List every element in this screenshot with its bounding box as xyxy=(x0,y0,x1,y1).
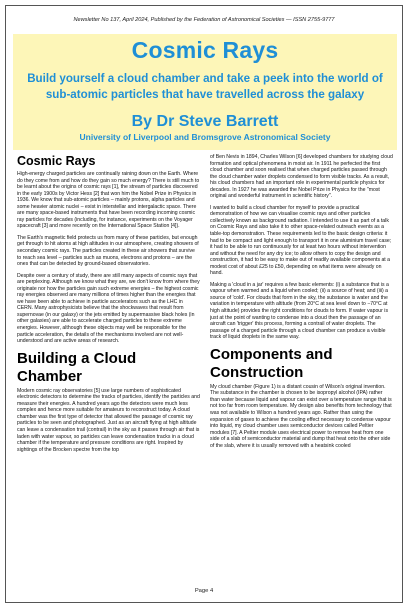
section-heading-building: Building a Cloud Chamber xyxy=(17,349,137,385)
section-heading-components: Components and Construction xyxy=(210,345,333,381)
right-column xyxy=(210,154,393,554)
paragraph: Modern cosmic ray observatories [5] use large numbers of sophisticated electronic detectors to determine the tracks of particles, identify the particles and measure their energies. A hundred years ago the detectors were much less complex and hence more suitable for amateurs to reconstruct today. A cloud chamber was the first type of detector that allowed the passage of cosmic ray particles to be seen and photographed. Just as an aircraft flying at high altitude can leave a condensation trail (contrail) in the sky as it passes through air that is laden with water vapour, so particles can leave condensation tracks in a cloud chamber if the temperature and pressure conditions are right. Inspired by sightings of the Brocken spectre from the top xyxy=(17,387,200,453)
newsletter-header: Newsletter No 137, April 2024, Published by the Federation of Astronomical Societies — ISSN 2755-9777 xyxy=(73,17,335,23)
page-number: Page 4 xyxy=(194,588,214,594)
left-column xyxy=(17,154,200,554)
newsletter-page xyxy=(5,5,403,603)
paragraph: Making a 'cloud in a jar' requires a few basic elements: (i) a substance that is a vapour when warmed and a liquid when cooled; (ii) a source of heat; and (iii) a source of 'cold'. For clouds that form in the sky, the substance is water and the variation in temperature with altitude (from 20°C at sea level down to −70°C at high altitude) provides the right conditions for clouds to form. If water vapour is just at the point of wanting to condense into a cloud then the passage of an aircraft can 'trigger' this process, forming a contrail of water droplets. The passage of a charged particle through a cloud chamber can produce a visible track of liquid droplets in the same way. xyxy=(210,281,389,341)
paragraph: of Ben Nevis in 1894, Charles Wilson [6] developed chambers for studying cloud formation and optical phenomena in moist air. In 1911 he perfected the first cloud chamber and soon realised that when charged particles passed through the cloud chamber water droplets condensed to form visible tracks. As a result, his cloud chambers had an important role in experimental particle physics for decades. In 1927 he was awarded the Nobel Prize in Physics for the "most original and wonderful instrument in scientific history". xyxy=(210,154,393,200)
paragraph: Despite over a century of study, there are still many aspects of cosmic rays that are perplexing. Although we know what they are, we don't know from where they originate nor how the particles gain such extreme energies – the highest cosmic ray energies observed are many millions of times higher than the energies that we have been able to achieve in particle accelerators such as the LHC in CERN. Many astrophysicists believe that the shockwaves that result from supernovae (in our galaxy) or the jets emitted by supermassive black holes (in other galaxies) are able to accelerate charged particles to these extreme energies. However, although these objects may well be responsible for the particle acceleration, the details of the mechanisms involved are not well-understood and are active areas of research. xyxy=(17,272,200,345)
title-banner xyxy=(13,34,397,150)
author-affiliation: University of Liverpool and Bromsgrove Astronomical Society xyxy=(79,132,331,142)
article-subtitle: Build yourself a cloud chamber and take a peek into the world of sub-atomic particles that have travelled across the galaxy xyxy=(27,72,383,101)
paragraph: My cloud chamber (Figure 1) is a distant cousin of Wilson's original invention. The substance in the chamber is chosen to be isopropyl alcohol (IPA) rather than water because liquid and vapour can exist over a temperature range that is not too far from room temperature. My design also benefits from technology that was not available to Wilson a hundred years ago. Rather than using the expansion of gases to achieve the cooling effect necessary to condense vapour into liquid, my cloud chamber uses semiconductor devices called Peltier modules [7]. A Peltier module uses electrical power to remove heat from one side of a slab of semiconductor material and dump that heat onto the other side of the slab, where it is usually removed with a heatsink cooled xyxy=(210,383,392,449)
article-title: Cosmic Rays xyxy=(131,37,279,63)
article-author: By Dr Steve Barrett xyxy=(131,113,279,130)
paragraph: High-energy charged particles are continually raining down on the Earth. Where do they come from and how do they gain so much energy? There is still much to be learnt about the origins of cosmic rays [1], the stream of particles discovered in the early 1900s by Victor Hess [2] that won him the Nobel Prize in Physics in 1936. We know that sub-atomic particles – mainly protons, alpha particles and some heavier atomic nuclei – exist in interstellar and intergalactic space. There are many space-based instruments that have been recording incoming cosmic ray particles for decades (including, for instance, experiments on the Voyager spacecraft [3] and more recently on the International Space Station [4]). xyxy=(17,171,200,230)
paragraph: I wanted to build a cloud chamber for myself to provide a practical demonstration of how we can visualise cosmic rays and other particles collectively known as background radiation. I intended to use it as part of a talk on Cosmic Rays and also take it to other space-related outreach events as a table-top demonstration. These requirements led to the basic design criteria: it had to be compact and light enough to transport it in one aluminium travel case; it had to be able to run continuously for at least two hours without intervention and without the need for any dry ice; to allow others to copy the design and construction, it had to be easy to make out of readily available components at a modest cost of about £25 to £50, depending on what items were already on hand. xyxy=(210,204,392,277)
section-heading-cosmic-rays: Cosmic Rays xyxy=(17,154,96,168)
paragraph: The Earth's magnetic field protects us from many of these particles, but enough get through to hit atoms at high altitudes in our atmosphere, creating showers of secondary cosmic rays. The particles created in these air showers that survive to reach sea level – particles such as muons, electrons and protons – are the ones that can be detected by ground-based observatories. xyxy=(17,234,199,268)
